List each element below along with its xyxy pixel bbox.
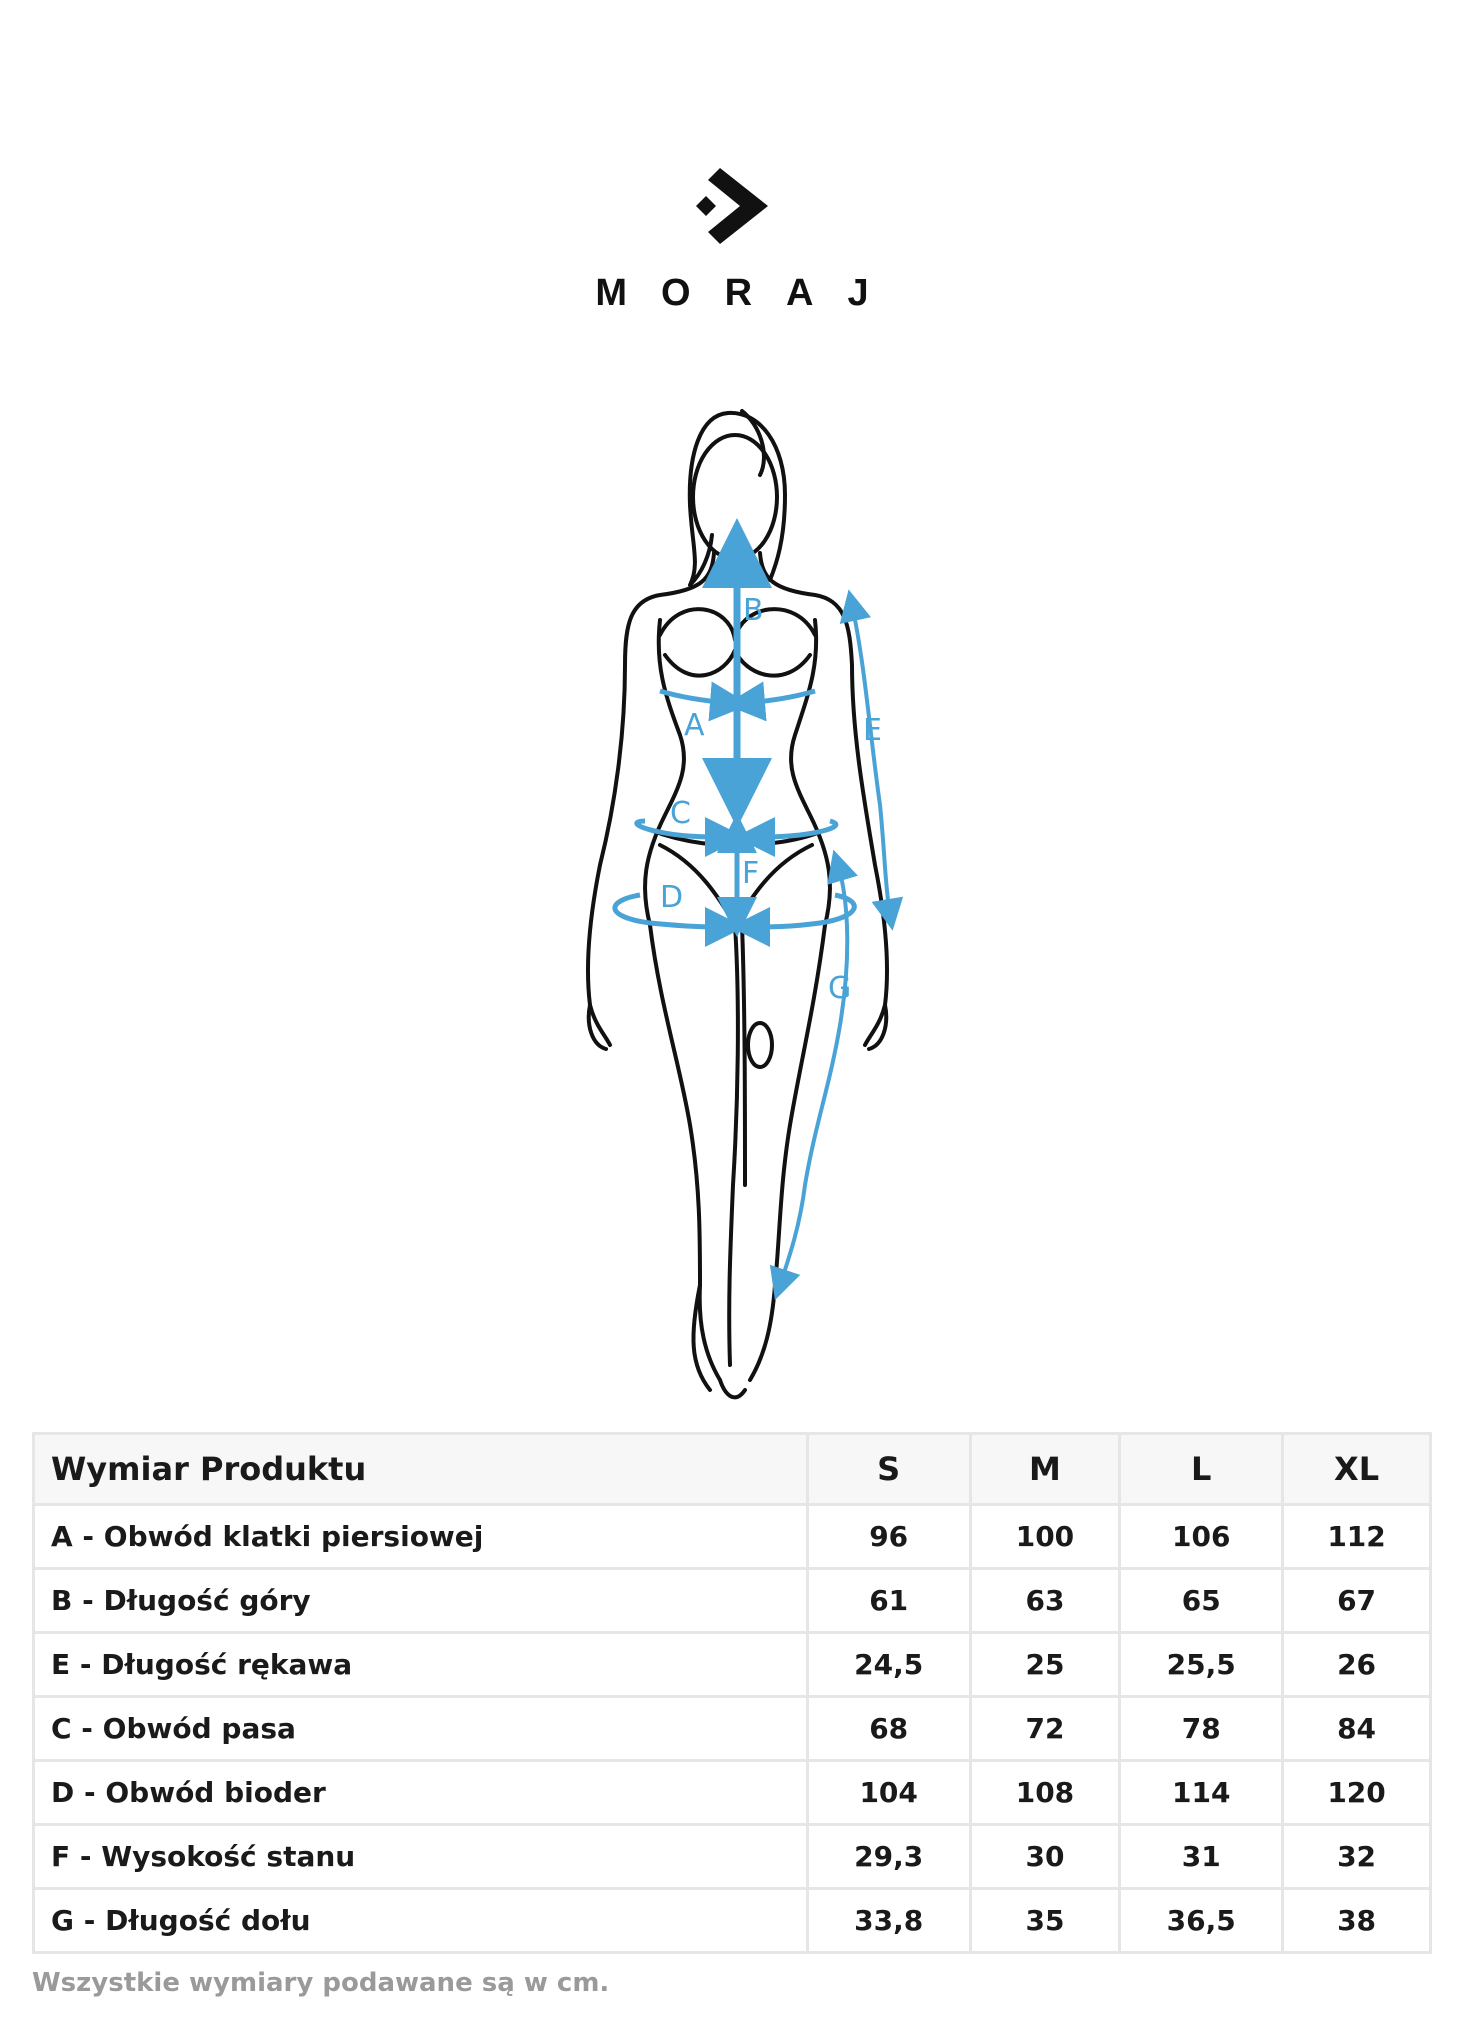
table-row (34, 1569, 1431, 1633)
brand-name: MORAJ (595, 272, 903, 314)
measurement-arrows (615, 553, 890, 1285)
cell-l: 36,5 (1120, 1889, 1283, 1953)
cell-s: 104 (807, 1761, 970, 1825)
table-row (34, 1825, 1431, 1889)
cell-l: 65 (1120, 1569, 1283, 1633)
units-footnote: Wszystkie wymiary podawane są w cm. (32, 1968, 610, 1998)
cell-xl: 120 (1283, 1761, 1431, 1825)
cell-xl: 38 (1283, 1889, 1431, 1953)
cell-s: 68 (807, 1697, 970, 1761)
table-header-row (34, 1434, 1431, 1505)
header-measurement: Wymiar Produktu (34, 1434, 808, 1505)
cell-s: 61 (807, 1569, 970, 1633)
table-row (34, 1505, 1431, 1569)
label-e: E (863, 713, 882, 748)
cell-l: 114 (1120, 1761, 1283, 1825)
table-row (34, 1633, 1431, 1697)
cell-xl: 84 (1283, 1697, 1431, 1761)
cell-xl: 112 (1283, 1505, 1431, 1569)
row-label: D - Obwód bioder (34, 1761, 808, 1825)
table-row (34, 1697, 1431, 1761)
header-size-s: S (807, 1434, 970, 1505)
cell-m: 35 (970, 1889, 1120, 1953)
moraj-logo-icon (692, 168, 772, 246)
cell-l: 31 (1120, 1825, 1283, 1889)
cell-l: 78 (1120, 1697, 1283, 1761)
row-label: G - Długość dołu (34, 1889, 808, 1953)
cell-l: 106 (1120, 1505, 1283, 1569)
label-d: D (660, 880, 684, 915)
cell-s: 24,5 (807, 1633, 970, 1697)
cell-m: 72 (970, 1697, 1120, 1761)
row-label: B - Długość góry (34, 1569, 808, 1633)
cell-xl: 26 (1283, 1633, 1431, 1697)
cell-m: 108 (970, 1761, 1120, 1825)
header-size-m: M (970, 1434, 1120, 1505)
label-g: G (828, 971, 852, 1006)
cell-s: 33,8 (807, 1889, 970, 1953)
cell-s: 96 (807, 1505, 970, 1569)
cell-l: 25,5 (1120, 1633, 1283, 1697)
size-chart-table (32, 1432, 1432, 1954)
brand-logo (0, 168, 1464, 315)
label-c: C (670, 796, 691, 831)
cell-m: 25 (970, 1633, 1120, 1697)
cell-xl: 67 (1283, 1569, 1431, 1633)
cell-m: 63 (970, 1569, 1120, 1633)
label-b: B (743, 593, 764, 628)
row-label: C - Obwód pasa (34, 1697, 808, 1761)
header-size-l: L (1120, 1434, 1283, 1505)
label-a: A (684, 708, 705, 743)
label-f: F (742, 856, 760, 891)
body-outline-diagram (0, 405, 1464, 1415)
measurement-figure (0, 405, 1464, 1415)
row-label: A - Obwód klatki piersiowej (34, 1505, 808, 1569)
table-row (34, 1889, 1431, 1953)
cell-xl: 32 (1283, 1825, 1431, 1889)
cell-s: 29,3 (807, 1825, 970, 1889)
row-label: F - Wysokość stanu (34, 1825, 808, 1889)
row-label: E - Długość rękawa (34, 1633, 808, 1697)
cell-m: 100 (970, 1505, 1120, 1569)
table-row (34, 1761, 1431, 1825)
cell-m: 30 (970, 1825, 1120, 1889)
header-size-xl: XL (1283, 1434, 1431, 1505)
